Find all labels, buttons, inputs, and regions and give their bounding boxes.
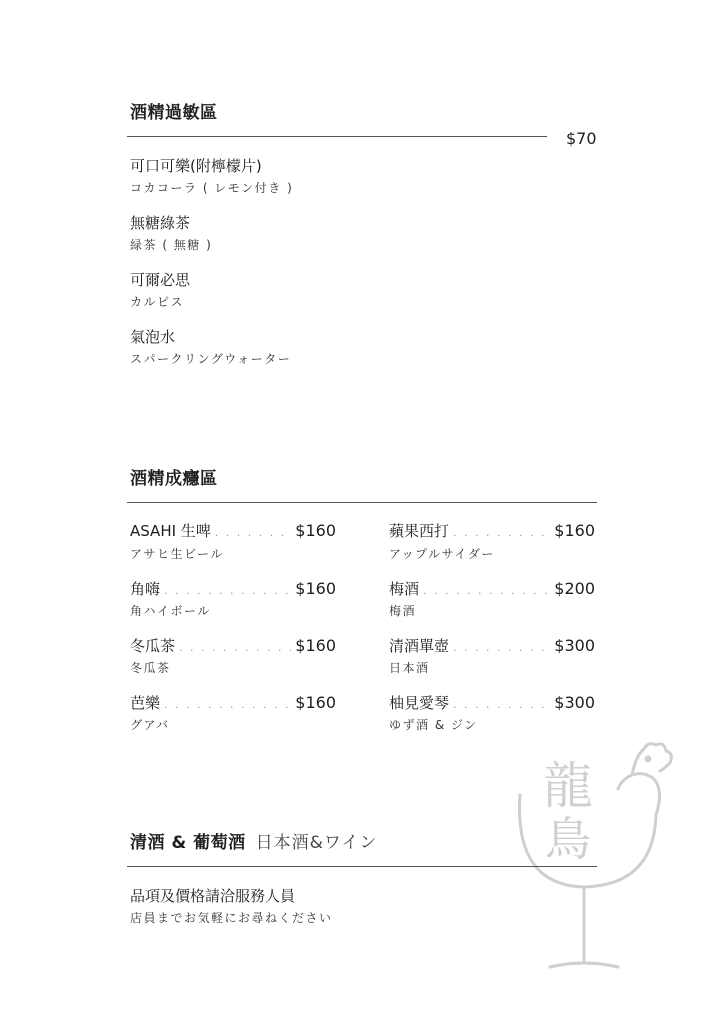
- drink-name-jp: アサヒ生ビール: [130, 547, 224, 561]
- drink-name-jp: グアバ: [130, 718, 170, 732]
- drink-name: 氣泡水: [130, 328, 176, 346]
- drink-name: 角嗨: [130, 580, 161, 598]
- dot-leader: [423, 584, 550, 597]
- menu-row: [130, 578, 336, 599]
- drink-name-jp: 緑茶 ( 無糖 ): [130, 238, 213, 252]
- drink-name: 梅酒: [389, 580, 420, 598]
- non-alcohol-divider: [127, 136, 547, 137]
- menu-row: [389, 520, 595, 541]
- drink-name-jp: カルピス: [130, 295, 185, 309]
- non-alcohol-price: $70: [566, 129, 597, 148]
- dot-leader: [453, 526, 550, 539]
- non-alcohol-section-title: 酒精過敏區: [130, 103, 218, 123]
- drink-price: $200: [554, 579, 595, 598]
- dot-leader: [453, 641, 550, 654]
- drink-name: 芭樂: [130, 694, 161, 712]
- alcohol-section-title: 酒精成癮區: [130, 469, 218, 489]
- dot-leader: [164, 698, 291, 711]
- drink-price: $160: [295, 693, 336, 712]
- drink-name-jp: 角ハイボール: [130, 604, 211, 618]
- drink-price: $160: [295, 521, 336, 540]
- menu-row: [389, 635, 595, 656]
- dot-leader: [164, 584, 291, 597]
- drink-name-jp: コカコーラ ( レモン付き ): [130, 181, 294, 195]
- drink-price: $300: [554, 693, 595, 712]
- drink-name-jp: アップルサイダー: [389, 547, 495, 561]
- dot-leader: [215, 526, 291, 539]
- staff-note-jp: 店員までお気軽にお尋ねください: [130, 911, 333, 925]
- drink-name: ASAHI 生啤: [130, 522, 211, 540]
- drink-name: 可爾必思: [130, 271, 191, 289]
- menu-row: [130, 635, 336, 656]
- drink-price: $160: [554, 521, 595, 540]
- menu-row: [130, 520, 336, 541]
- rooster-wine-glass-logo-icon: [514, 735, 674, 977]
- dot-leader: [179, 641, 291, 654]
- menu-row: [130, 692, 336, 713]
- sake-wine-divider: [127, 866, 597, 867]
- staff-note: 品項及價格請洽服務人員: [130, 887, 296, 905]
- drink-name: 冬瓜茶: [130, 637, 176, 655]
- drink-name-jp: 梅酒: [389, 604, 417, 618]
- svg-text:鳥: 鳥: [545, 812, 591, 866]
- sake-wine-subtitle: 日本酒&ワイン: [255, 833, 378, 853]
- drink-name-jp: ゆず酒 & ジン: [389, 718, 478, 732]
- menu-row: [389, 578, 595, 599]
- drink-price: $300: [554, 636, 595, 655]
- drink-name: 柚見愛琴: [389, 694, 450, 712]
- drink-name-jp: 日本酒: [389, 661, 430, 675]
- drink-name: 無糖綠茶: [130, 214, 191, 232]
- drink-name: 清酒單壺: [389, 637, 450, 655]
- drink-name-jp: スパークリングウォーター: [130, 352, 292, 366]
- drink-name-jp: 冬瓜茶: [130, 661, 171, 675]
- drink-name: 可口可樂(附檸檬片): [130, 157, 262, 175]
- drink-name: 蘋果西打: [389, 522, 450, 540]
- alcohol-divider: [127, 502, 597, 503]
- logo-character: 龍: [543, 757, 593, 815]
- sake-wine-section-title: [130, 828, 377, 853]
- drink-price: $160: [295, 636, 336, 655]
- dot-leader: [453, 698, 550, 711]
- drink-price: $160: [295, 579, 336, 598]
- sake-wine-title: 清酒 & 葡萄酒: [130, 833, 246, 853]
- menu-row: [389, 692, 595, 713]
